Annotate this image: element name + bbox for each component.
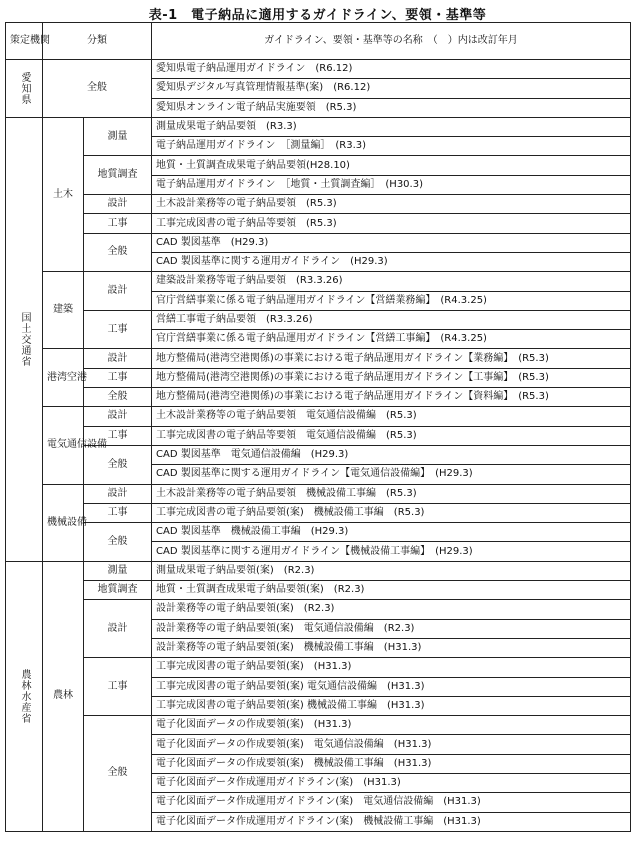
table-row (6, 156, 631, 175)
standard-item: CAD 製図基準に関する運用ガイドライン【電気通信設備編】 (H29.3) (152, 465, 631, 484)
table-row (6, 60, 631, 79)
standard-item: CAD 製図基準に関する運用ガイドライン (H29.3) (152, 252, 631, 271)
table-row (6, 658, 631, 677)
standard-item: 地方整備局(港湾空港関係)の事業における電子納品運用ガイドライン【資料編】 (R5.3) (152, 388, 631, 407)
category-norin: 農林 (43, 561, 84, 831)
standard-item: 官庁営繕事業に係る電子納品運用ガイドライン【営繕業務編】 (R4.3.25) (152, 291, 631, 310)
header-agency: 策定機関 (6, 23, 43, 60)
sub-zenpan: 全般 (84, 388, 152, 407)
standard-item: 電子化図面データの作成要領(案) 機械設備工事編 (H31.3) (152, 754, 631, 773)
standard-item: 愛知県オンライン電子納品実施要領 (R5.3) (152, 98, 631, 117)
standard-item: 測量成果電子納品要領(案) (R2.3) (152, 561, 631, 580)
table-row (6, 561, 631, 580)
standard-item: 電子納品運用ガイドライン ［測量編］ (R3.3) (152, 137, 631, 156)
table-row (6, 272, 631, 291)
standard-item: 電子化図面データの作成要領(案) (H31.3) (152, 716, 631, 735)
table-row (6, 523, 631, 542)
table-row (6, 716, 631, 735)
sub-koji: 工事 (84, 503, 152, 522)
category-general: 全般 (43, 60, 152, 118)
standard-item: 設計業務等の電子納品要領(案) 機械設備工事編 (H31.3) (152, 638, 631, 657)
standard-item: CAD 製図基準 機械設備工事編 (H29.3) (152, 523, 631, 542)
standard-item: 工事完成図書の電子納品等要領 電気通信設備編 (R5.3) (152, 426, 631, 445)
standard-item: 工事完成図書の電子納品要領(案) 機械設備工事編 (H31.3) (152, 696, 631, 715)
agency-mlit: 国土交通省 (6, 117, 43, 561)
table-row (6, 117, 631, 136)
standard-item: 電子化図面データの作成要領(案) 電気通信設備編 (H31.3) (152, 735, 631, 754)
sub-koji: 工事 (84, 214, 152, 233)
category-kikai: 機械設備 (43, 484, 84, 561)
sub-chishitsu: 地質調査 (84, 156, 152, 195)
table-row (6, 233, 631, 252)
standard-item: 測量成果電子納品要領 (R3.3) (152, 117, 631, 136)
table-row (6, 581, 631, 600)
standard-item: 設計業務等の電子納品要領(案) (R2.3) (152, 600, 631, 619)
standard-item: 愛知県デジタル写真管理情報基準(案) (R6.12) (152, 79, 631, 98)
table-row (6, 407, 631, 426)
table-row (6, 600, 631, 619)
sub-sekkei: 設計 (84, 407, 152, 426)
sub-sokuryo: 測量 (84, 561, 152, 580)
standard-item: 地方整備局(港湾空港関係)の事業における電子納品運用ガイドライン【業務編】 (R5.3) (152, 349, 631, 368)
standard-item: 工事完成図書の電子納品要領(案) (H31.3) (152, 658, 631, 677)
standard-item: 設計業務等の電子納品要領(案) 電気通信設備編 (R2.3) (152, 619, 631, 638)
sub-chishitsu: 地質調査 (84, 581, 152, 600)
header-name: ガイドライン、要領・基準等の名称 （ ）内は改訂年月 (152, 23, 631, 60)
sub-sekkei: 設計 (84, 272, 152, 311)
table-row (6, 484, 631, 503)
standard-item: 地質・土質調査成果電子納品要領(H28.10) (152, 156, 631, 175)
standard-item: 地方整備局(港湾空港関係)の事業における電子納品運用ガイドライン【工事編】 (R5.3) (152, 368, 631, 387)
table-row (6, 349, 631, 368)
standard-item: 電子化図面データ作成運用ガイドライン(案) (H31.3) (152, 773, 631, 792)
table-row (6, 388, 631, 407)
standard-item: 営繕工事電子納品要領 (R3.3.26) (152, 310, 631, 329)
sub-koji: 工事 (84, 368, 152, 387)
standard-item: 電子化図面データ作成運用ガイドライン(案) 電気通信設備編 (H31.3) (152, 793, 631, 812)
sub-sekkei: 設計 (84, 195, 152, 214)
category-denki: 電気通信設備 (43, 407, 84, 484)
standard-item: 建築設計業務等電子納品要領 (R3.3.26) (152, 272, 631, 291)
sub-sekkei: 設計 (84, 349, 152, 368)
standard-item: 愛知県電子納品運用ガイドライン (R6.12) (152, 60, 631, 79)
table-title: 表-1 電子納品に適用するガイドライン、要領・基準等 (148, 8, 487, 23)
table-row (6, 503, 631, 522)
sub-zenpan: 全般 (84, 233, 152, 272)
standard-item: CAD 製図基準 電気通信設備編 (H29.3) (152, 445, 631, 464)
agency-aichi: 愛知県 (6, 60, 43, 118)
standard-item: 土木設計業務等の電子納品要領 (R5.3) (152, 195, 631, 214)
category-kowan: 港湾空港 (43, 349, 84, 407)
header-category: 分類 (43, 23, 152, 60)
standard-item: 土木設計業務等の電子納品要領 機械設備工事編 (R5.3) (152, 484, 631, 503)
standard-item: 工事完成図書の電子納品等要領 (R5.3) (152, 214, 631, 233)
standard-item: 地質・土質調査成果電子納品要領(案) (R2.3) (152, 581, 631, 600)
standard-item: 電子化図面データ作成運用ガイドライン(案) 機械設備工事編 (H31.3) (152, 812, 631, 831)
table-row (6, 310, 631, 329)
standard-item: 土木設計業務等の電子納品要領 電気通信設備編 (R5.3) (152, 407, 631, 426)
category-kenchiku: 建築 (43, 272, 84, 349)
sub-koji: 工事 (84, 658, 152, 716)
sub-sekkei: 設計 (84, 600, 152, 658)
agency-maff: 農林水産省 (6, 561, 43, 831)
sub-koji: 工事 (84, 426, 152, 445)
standard-item: 工事完成図書の電子納品要領(案) 機械設備工事編 (R5.3) (152, 503, 631, 522)
standard-item: 工事完成図書の電子納品要領(案) 電気通信設備編 (H31.3) (152, 677, 631, 696)
sub-sokuryo: 測量 (84, 117, 152, 156)
standard-item: CAD 製図基準 (H29.3) (152, 233, 631, 252)
sub-zenpan: 全般 (84, 716, 152, 832)
table-row (6, 214, 631, 233)
category-doboku: 土木 (43, 117, 84, 271)
table-row (6, 195, 631, 214)
header-row (6, 23, 631, 60)
sub-sekkei: 設計 (84, 484, 152, 503)
sub-koji: 工事 (84, 310, 152, 349)
sub-zenpan: 全般 (84, 445, 152, 484)
standard-item: CAD 製図基準に関する運用ガイドライン【機械設備工事編】 (H29.3) (152, 542, 631, 561)
table-row (6, 368, 631, 387)
sub-zenpan: 全般 (84, 523, 152, 562)
standard-item: 官庁営繕事業に係る電子納品運用ガイドライン【営繕工事編】 (R4.3.25) (152, 330, 631, 349)
standard-item: 電子納品運用ガイドライン ［地質・土質調査編］ (H30.3) (152, 175, 631, 194)
standards-table (5, 22, 631, 832)
